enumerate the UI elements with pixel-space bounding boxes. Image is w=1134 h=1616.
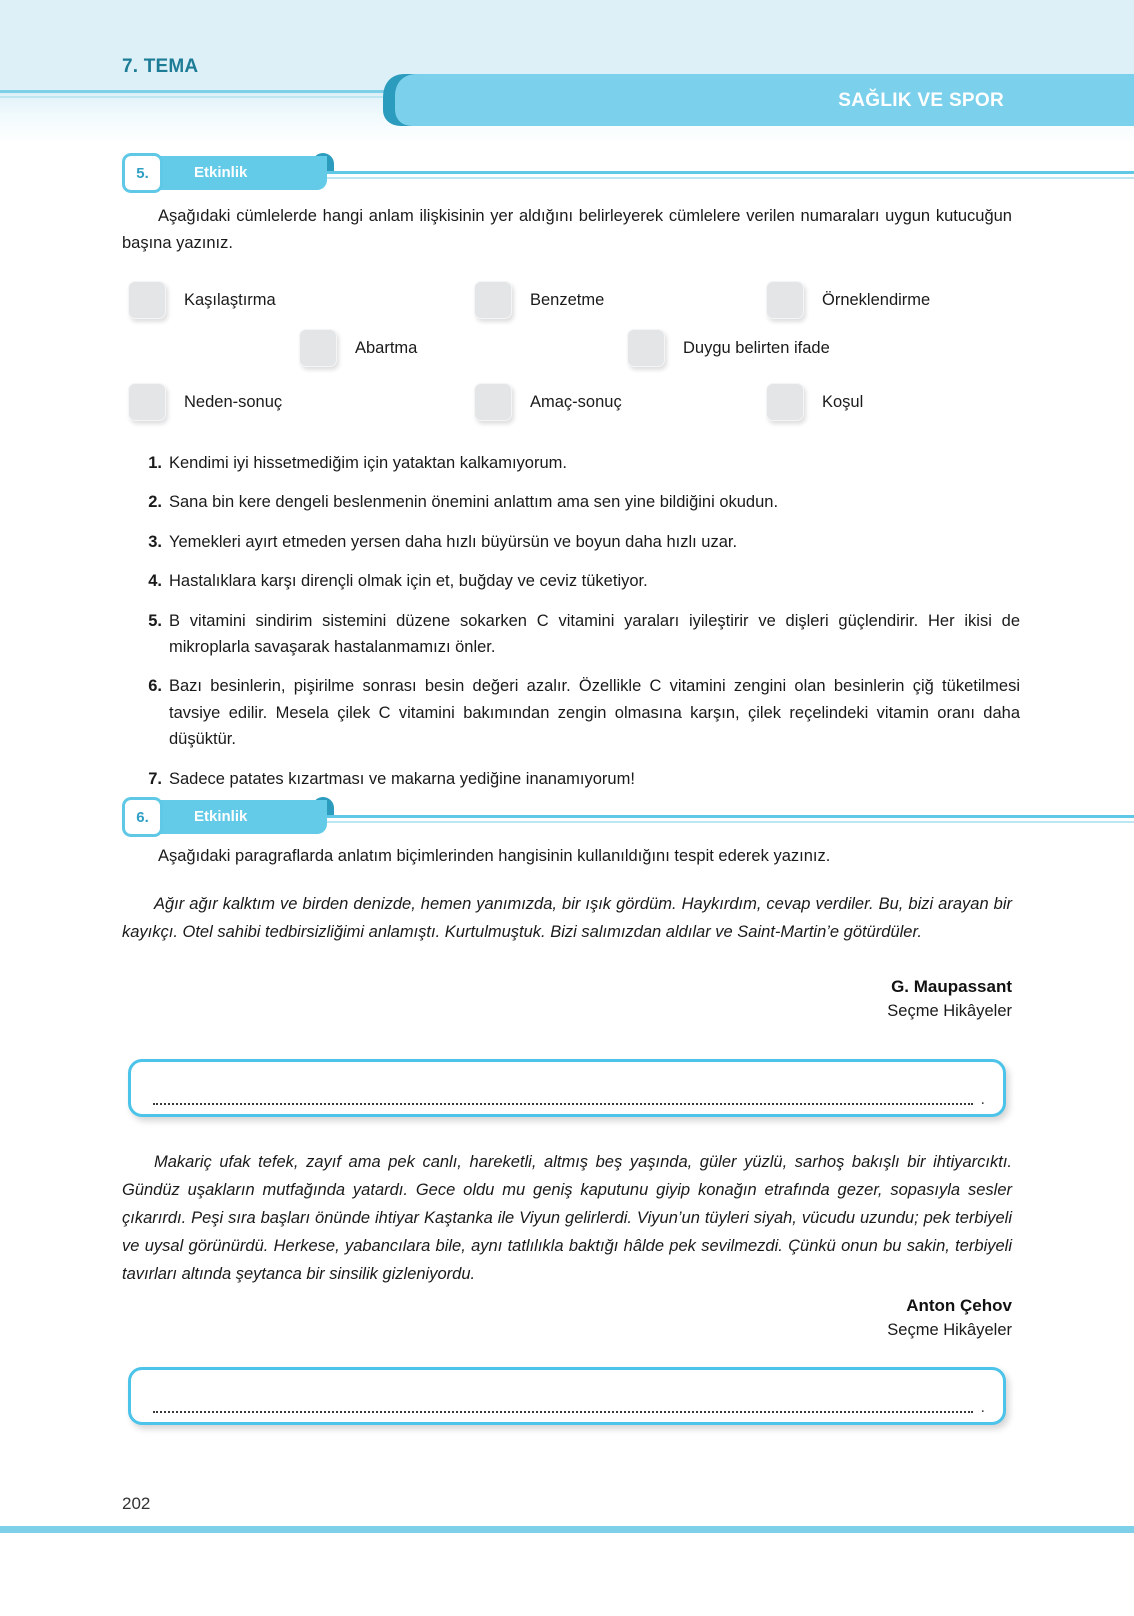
checkbox-label: Kaşılaştırma [184,290,276,309]
checkbox-label: Abartma [355,338,418,357]
checkbox-item-benzetme[interactable] [474,281,604,319]
dotted-fill-line [153,1096,973,1105]
passage-2-author: Anton Çehov [906,1296,1012,1315]
list-item-text: Bazı besinlerin, pişirilme sonrası besin değeri azalır. Özellikle C vitamini zengini olan besinlerin çiğ tüketilmesi tavsiye edilir. Mesela çilek C vitamini bakımından zengin olmasına karşın, çilek reçelindeki vitamin oranı daha düşüktür. [169,677,1020,749]
activity-5-tab-label: Etkinlik [194,164,248,181]
list-item [140,450,1020,476]
activity-5-rule-secondary [324,177,1134,179]
list-item-number: 3. [148,532,162,551]
list-item [140,529,1020,555]
checkbox-box[interactable] [474,281,512,319]
checkbox-box[interactable] [474,383,512,421]
passage-2-source: Seçme Hikâyeler [887,1320,1012,1339]
theme-number-label: 7. TEMA [122,56,199,77]
passage-1-attribution [122,975,1012,1024]
activity-6-number: 6. [122,797,163,837]
page-number: 202 [122,1494,151,1513]
checkbox-label: Neden-sonuç [184,392,283,411]
passage-2-answer-box[interactable] [128,1367,1006,1425]
activity-6-rule-secondary [324,821,1134,823]
passage-2-attribution [122,1294,1012,1343]
list-item-number: 5. [148,611,162,630]
list-item-text: B vitamini sindirim sistemini düzene sokarken C vitamini yaraları iyileştirir ve dişleri güçlendirir. Her ikisi de mikroplarla savaşarak hastalanmamızı önler. [169,611,1020,656]
checkbox-item-kasilastirma[interactable] [128,281,276,319]
list-item [140,568,1020,594]
list-item-text: Kendimi iyi hissetmediğim için yataktan kalkamıyorum. [169,454,567,472]
theme-banner-shape [375,74,1134,126]
list-item [140,766,1020,792]
activity-5-instruction: Aşağıdaki cümlelerde hangi anlam ilişkisinin yer aldığını belirleyerek cümlelere verilen numaraları uygun kutucuğun başına yazınız. [122,207,1012,252]
checkbox-item-amac-sonuc[interactable] [474,383,622,421]
list-item-text: Yemekleri ayırt etmeden yersen daha hızlı büyürsün ve boyun daha hızlı uzar. [169,532,738,551]
dotted-fill-line [153,1404,973,1413]
passage-1-answer-box[interactable] [128,1059,1006,1117]
activity-5-rule-primary [324,171,1134,174]
checkbox-item-duygu-belirten-ifade[interactable] [627,329,830,367]
list-item [140,673,1020,752]
checkbox-label: Duygu belirten ifade [683,338,830,357]
list-item-text: Hastalıklara karşı dirençli olmak için et, buğday ve ceviz tüketiyor. [169,572,648,591]
activity-6-tab-label: Etkinlik [194,808,248,825]
list-item-text: Sadece patates kızartması ve makarna yediğine inanamıyorum! [169,769,635,788]
activity-6-instruction: Aşağıdaki paragraflarda anlatım biçimlerinden hangisinin kullanıldığını tespit ederek yazınız. [158,847,831,865]
checkbox-item-kosul[interactable] [766,383,863,421]
passage-2-text: Makariç ufak tefek, zayıf ama pek canlı, hareketli, altmış beş yaşında, güler yüzlü, sarhoş bakışlı bir ihtiyarcıktı. Gündüz uşakların mutfağında yatardı. Gece oldu mu geniş kaputunu giyip konağın etrafında gezer, sopasıyla sesler çıkarırdı. Peşi sıra başları önünde ihtiyar Kaştanka ile Viyun gelirlerdi. Viyun’un tüyleri siyah, vücudu uzundu; pek terbiyeli ve uysal görünürdü. Herkese, yabancılara bile, aynı tatlılıkla baktığı hâlde pek sevilmezdi. Çünkü onun bu sakin, terbiyeli tavırları altında şeytanca bir sinsilik gizleniyordu. [122,1153,1012,1284]
activity-6-rule-primary [324,815,1134,818]
checkbox-label: Örneklendirme [822,290,931,309]
passage-1-author: G. Maupassant [891,977,1012,996]
theme-title: SAĞLIK VE SPOR [838,90,1004,111]
list-item [140,608,1020,661]
passage-2-answer-line[interactable] [153,1397,985,1413]
checkbox-label: Benzetme [530,290,605,309]
checkbox-box[interactable] [128,281,166,319]
answer-period: . [980,1399,985,1413]
passage-1-answer-line[interactable] [153,1089,985,1105]
list-item-text: Sana bin kere dengeli beslenmenin önemini anlattım ama sen yine bildiğini okudun. [169,493,779,512]
checkbox-item-abartma[interactable] [299,329,417,367]
list-item-number: 2. [148,493,162,512]
checkbox-box[interactable] [128,383,166,421]
checkbox-box[interactable] [766,383,804,421]
sentence-list [140,450,1020,792]
checkbox-box[interactable] [299,329,337,367]
checkbox-item-neden-sonuc[interactable] [128,383,282,421]
footer-bar [0,1526,1134,1533]
list-item [140,489,1020,515]
checkbox-item-orneklendirme[interactable] [766,281,930,319]
checkbox-label: Koşul [822,392,864,411]
list-item-number: 6. [148,677,162,696]
passage-1-text: Ağır ağır kalktım ve birden denizde, hemen yanımızda, bir ışık gördüm. Haykırdım, cevap verdiler. Bu, bizi arayan bir kayıkçı. Otel sahibi tedbirsizliğimi anlamıştı. Kurtulmuştuk. Bizi salımızdan aldılar ve Saint-Martin’e götürdüler. [122,895,1012,942]
checkbox-box[interactable] [766,281,804,319]
list-item-number: 1. [148,454,162,472]
list-item-number: 7. [148,769,162,788]
checkbox-box[interactable] [627,329,665,367]
activity-5-number: 5. [122,153,163,193]
list-item-number: 4. [148,572,162,591]
answer-period: . [980,1091,985,1105]
page-header [0,0,1134,122]
passage-1-source: Seçme Hikâyeler [887,1001,1012,1020]
checkbox-label: Amaç-sonuç [530,392,622,411]
